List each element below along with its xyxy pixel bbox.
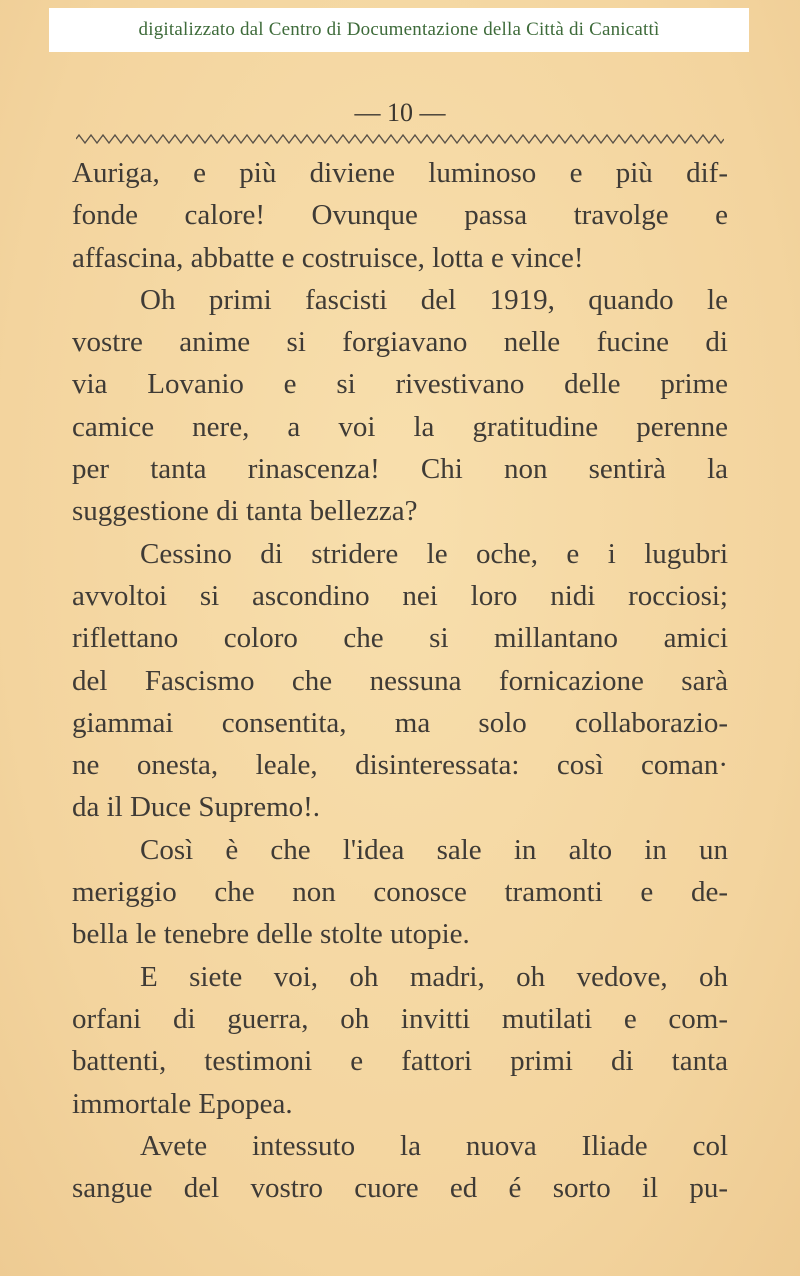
- text-line: avvoltoi si ascondino nei loro nidi rocciosi;: [72, 579, 728, 612]
- text-line: vostre anime si forgiavano nelle fucine di: [72, 326, 728, 359]
- text-line: meriggio che non conosce tramonti e de-: [72, 876, 728, 909]
- text-line: bella le tenebre delle stolte utopie.: [72, 918, 470, 951]
- body-text: [72, 152, 728, 1209]
- paragraph-start-line: Oh primi fascisti del 1919, quando le: [140, 283, 728, 316]
- text-line: via Lovanio e si rivestivano delle prime: [72, 368, 728, 401]
- paragraph-start-line: Cessino di stridere le oche, e i lugubri: [140, 537, 728, 570]
- text-line: giammai consentita, ma solo collaborazio-: [72, 706, 728, 739]
- text-line: da il Duce Supremo!.: [72, 791, 321, 824]
- text-line: riflettano coloro che si millantano amici: [72, 622, 728, 655]
- text-line: sangue del vostro cuore ed é sorto il pu-: [72, 1172, 728, 1205]
- paragraph-start-line: Così è che l'idea sale in alto in un: [140, 833, 728, 866]
- page-number: — 10 —: [354, 98, 446, 127]
- paragraph-start-line: E siete voi, oh madri, oh vedove, oh: [140, 960, 728, 993]
- text-line: per tanta rinascenza! Chi non sentirà la: [72, 453, 728, 486]
- text-line: battenti, testimoni e fattori primi di tanta: [72, 1045, 728, 1078]
- text-line: fonde calore! Ovunque passa travolge e: [72, 199, 728, 232]
- text-line: orfani di guerra, oh invitti mutilati e com-: [72, 1002, 728, 1035]
- decorative-rule: [76, 132, 724, 146]
- text-line: affascina, abbatte e costruisce, lotta e vince!: [72, 241, 584, 274]
- text-line: del Fascismo che nessuna fornicazione sarà: [72, 664, 728, 697]
- text-line: suggestione di tanta bellezza?: [72, 495, 418, 528]
- text-line: camice nere, a voi la gratitudine perenne: [72, 410, 728, 443]
- text-line: Auriga, e più diviene luminoso e più dif-: [72, 157, 728, 189]
- digitization-banner: digitalizzato dal Centro di Documentazione della Città di Canicattì: [49, 8, 749, 52]
- text-line: immortale Epopea.: [72, 1087, 293, 1120]
- paragraph-start-line: Avete intessuto la nuova Iliade col: [140, 1129, 728, 1162]
- text-line: ne onesta, leale, disinteressata: così coman·: [72, 749, 728, 782]
